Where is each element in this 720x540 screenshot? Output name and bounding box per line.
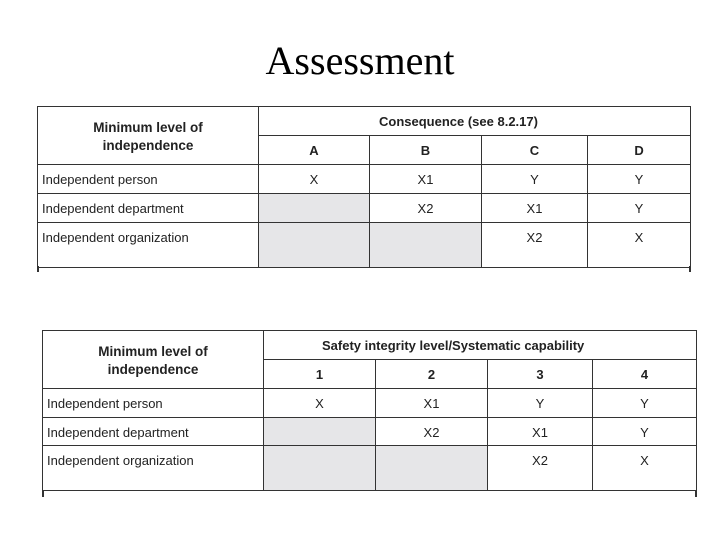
cell: X1 bbox=[482, 194, 588, 223]
cell: X2 bbox=[376, 418, 488, 446]
cell: X bbox=[264, 389, 376, 418]
row-label: Independent organization bbox=[38, 223, 259, 268]
column-header-a: A bbox=[259, 136, 370, 165]
column-header-3: 3 bbox=[488, 360, 593, 389]
row-label: Independent organization bbox=[43, 446, 264, 491]
table-border-tail bbox=[42, 490, 44, 497]
cell: Y bbox=[593, 418, 697, 446]
column-header-2: 2 bbox=[376, 360, 488, 389]
cell: X2 bbox=[488, 446, 593, 491]
corner-header: Minimum level of independence bbox=[38, 107, 259, 165]
row-label: Independent person bbox=[43, 389, 264, 418]
row-label: Independent department bbox=[43, 418, 264, 446]
cell: Y bbox=[482, 165, 588, 194]
cell: Y bbox=[588, 194, 691, 223]
table-row bbox=[43, 446, 697, 491]
group-header: Consequence (see 8.2.17) bbox=[259, 107, 691, 136]
cell: Y bbox=[593, 389, 697, 418]
table-border-tail bbox=[695, 490, 697, 497]
shaded-cell bbox=[259, 223, 370, 268]
cell: X bbox=[593, 446, 697, 491]
cell: X bbox=[588, 223, 691, 268]
column-header-4: 4 bbox=[593, 360, 697, 389]
table-row bbox=[38, 194, 691, 223]
shaded-cell bbox=[259, 194, 370, 223]
cell: Y bbox=[588, 165, 691, 194]
sil-independence-table bbox=[42, 330, 697, 491]
group-header: Safety integrity level/Systematic capability bbox=[264, 331, 697, 360]
column-header-1: 1 bbox=[264, 360, 376, 389]
table-border-tail bbox=[689, 266, 691, 272]
table-row bbox=[43, 418, 697, 446]
column-header-b: B bbox=[370, 136, 482, 165]
table-row bbox=[43, 389, 697, 418]
shaded-cell bbox=[370, 223, 482, 268]
column-header-d: D bbox=[588, 136, 691, 165]
shaded-cell bbox=[264, 446, 376, 491]
table-row bbox=[38, 165, 691, 194]
column-header-c: C bbox=[482, 136, 588, 165]
cell: X bbox=[259, 165, 370, 194]
consequence-independence-table bbox=[37, 106, 691, 268]
shaded-cell bbox=[376, 446, 488, 491]
cell: X1 bbox=[370, 165, 482, 194]
row-label: Independent person bbox=[38, 165, 259, 194]
row-label: Independent department bbox=[38, 194, 259, 223]
cell: X2 bbox=[370, 194, 482, 223]
cell: X1 bbox=[488, 418, 593, 446]
table-row bbox=[38, 223, 691, 268]
cell: Y bbox=[488, 389, 593, 418]
table-border-tail bbox=[37, 266, 39, 272]
cell: X2 bbox=[482, 223, 588, 268]
shaded-cell bbox=[264, 418, 376, 446]
corner-header: Minimum level of independence bbox=[43, 331, 264, 389]
slide-title: Assessment bbox=[265, 38, 455, 83]
cell: X1 bbox=[376, 389, 488, 418]
